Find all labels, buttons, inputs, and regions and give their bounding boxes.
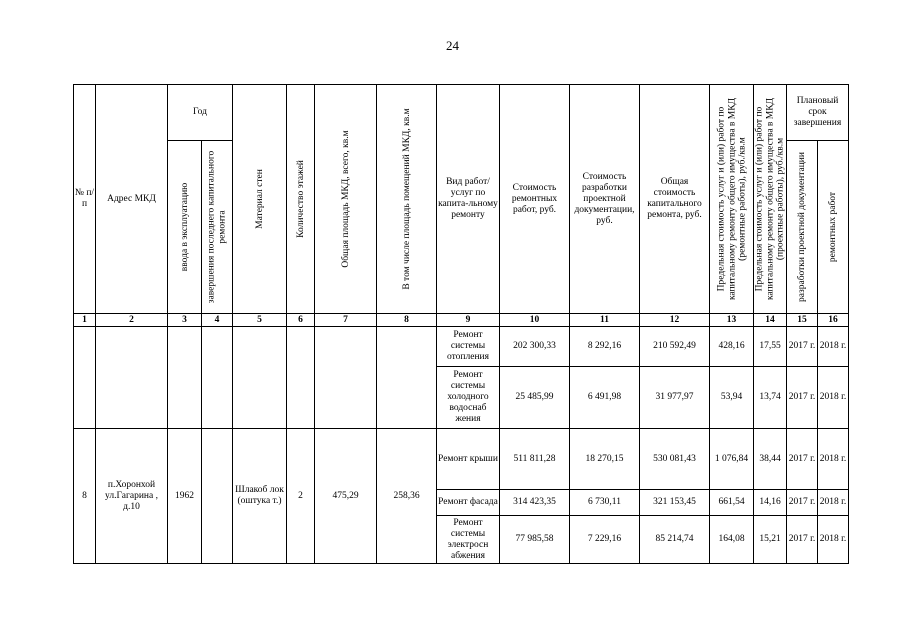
- building-area-rooms: 258,36: [377, 429, 437, 564]
- capital-repair-table: [73, 84, 849, 564]
- building-num: 8: [74, 429, 96, 564]
- header-floors: Количество этажей: [287, 85, 315, 314]
- table-row: Ремонт системы холодного водоснаб жения 25 485,99 6 491,98 31 977,97 53,94 13,74 2017 г. 2018 г.: [74, 367, 849, 429]
- header-address: Адрес МКД: [96, 85, 168, 314]
- header-area-rooms: В том числе площадь помещений МКД, кв.м: [377, 85, 437, 314]
- header-wall-material: Материал стен: [233, 85, 287, 314]
- header-row-1: [74, 85, 849, 141]
- header-plan-repair: ремонтных работ: [818, 141, 849, 314]
- header-work-type: Вид работ/ услуг по капита-льному ремонту: [437, 85, 500, 314]
- building-area-total: 475,29: [315, 429, 377, 564]
- table-row: Ремонт системы отопления 202 300,33 8 292,16 210 592,49 428,16 17,55 2017 г. 2018 г.: [74, 327, 849, 367]
- header-year-group: Год: [168, 85, 233, 141]
- header-plan-group: Плановый срок завершения: [787, 85, 849, 141]
- building-year: 1962: [168, 429, 202, 564]
- header-area-total: Общая площадь МКД, всего, кв.м: [315, 85, 377, 314]
- building-floors: 2: [287, 429, 315, 564]
- table-row: Ремонт фасада 314 423,35 6 730,11 321 153,45 661,54 14,16 2017 г. 2018 г.: [74, 490, 849, 516]
- page-number: 24: [446, 38, 459, 53]
- table-row: 8 п.Хоронхой ул.Гагарина , д.10 1962 Шлакоб лок (оштука т.) 2 475,29 258,36 Ремонт крыши 511 811,28 18 270,15 530 081,43 1 076,84 38,44 2017 г. 2018 г.: [74, 429, 849, 490]
- header-plan-design: разработки проектной документации: [787, 141, 818, 314]
- header-num: № п/п: [74, 85, 96, 314]
- header-limit-design: Предельная стоимость услуг и (или) работ по капитальному ремонту общего имущества в МКД (проектные работы), руб./кв.м: [754, 85, 787, 314]
- building-material: Шлакоб лок (оштука т.): [233, 429, 287, 564]
- header-design-cost: Стоимость разработки проектной документации, руб.: [570, 85, 640, 314]
- building-address: п.Хоронхой ул.Гагарина , д.10: [96, 429, 168, 564]
- header-limit-repair: Предельная стоимость услуг и (или) работ по капитальному ремонту общего имущества в МКД (ремонтные работы), руб./кв.м: [710, 85, 754, 314]
- header-total-cost: Общая стоимость капитального ремонта, руб.: [640, 85, 710, 314]
- table-row: Ремонт системы электросн абжения 77 985,58 7 229,16 85 214,74 164,08 15,21 2017 г. 2018 г.: [74, 516, 849, 564]
- header-year-commission: ввода в эксплуатацию: [168, 141, 202, 314]
- header-repair-cost: Стоимость ремонтных работ, руб.: [500, 85, 570, 314]
- header-year-last-repair: завершения последнего капитального ремонта: [202, 141, 233, 314]
- column-number-row: 1 2 3 4 5 6 7 8 9 10 11 12 13 14 15 16: [74, 314, 849, 327]
